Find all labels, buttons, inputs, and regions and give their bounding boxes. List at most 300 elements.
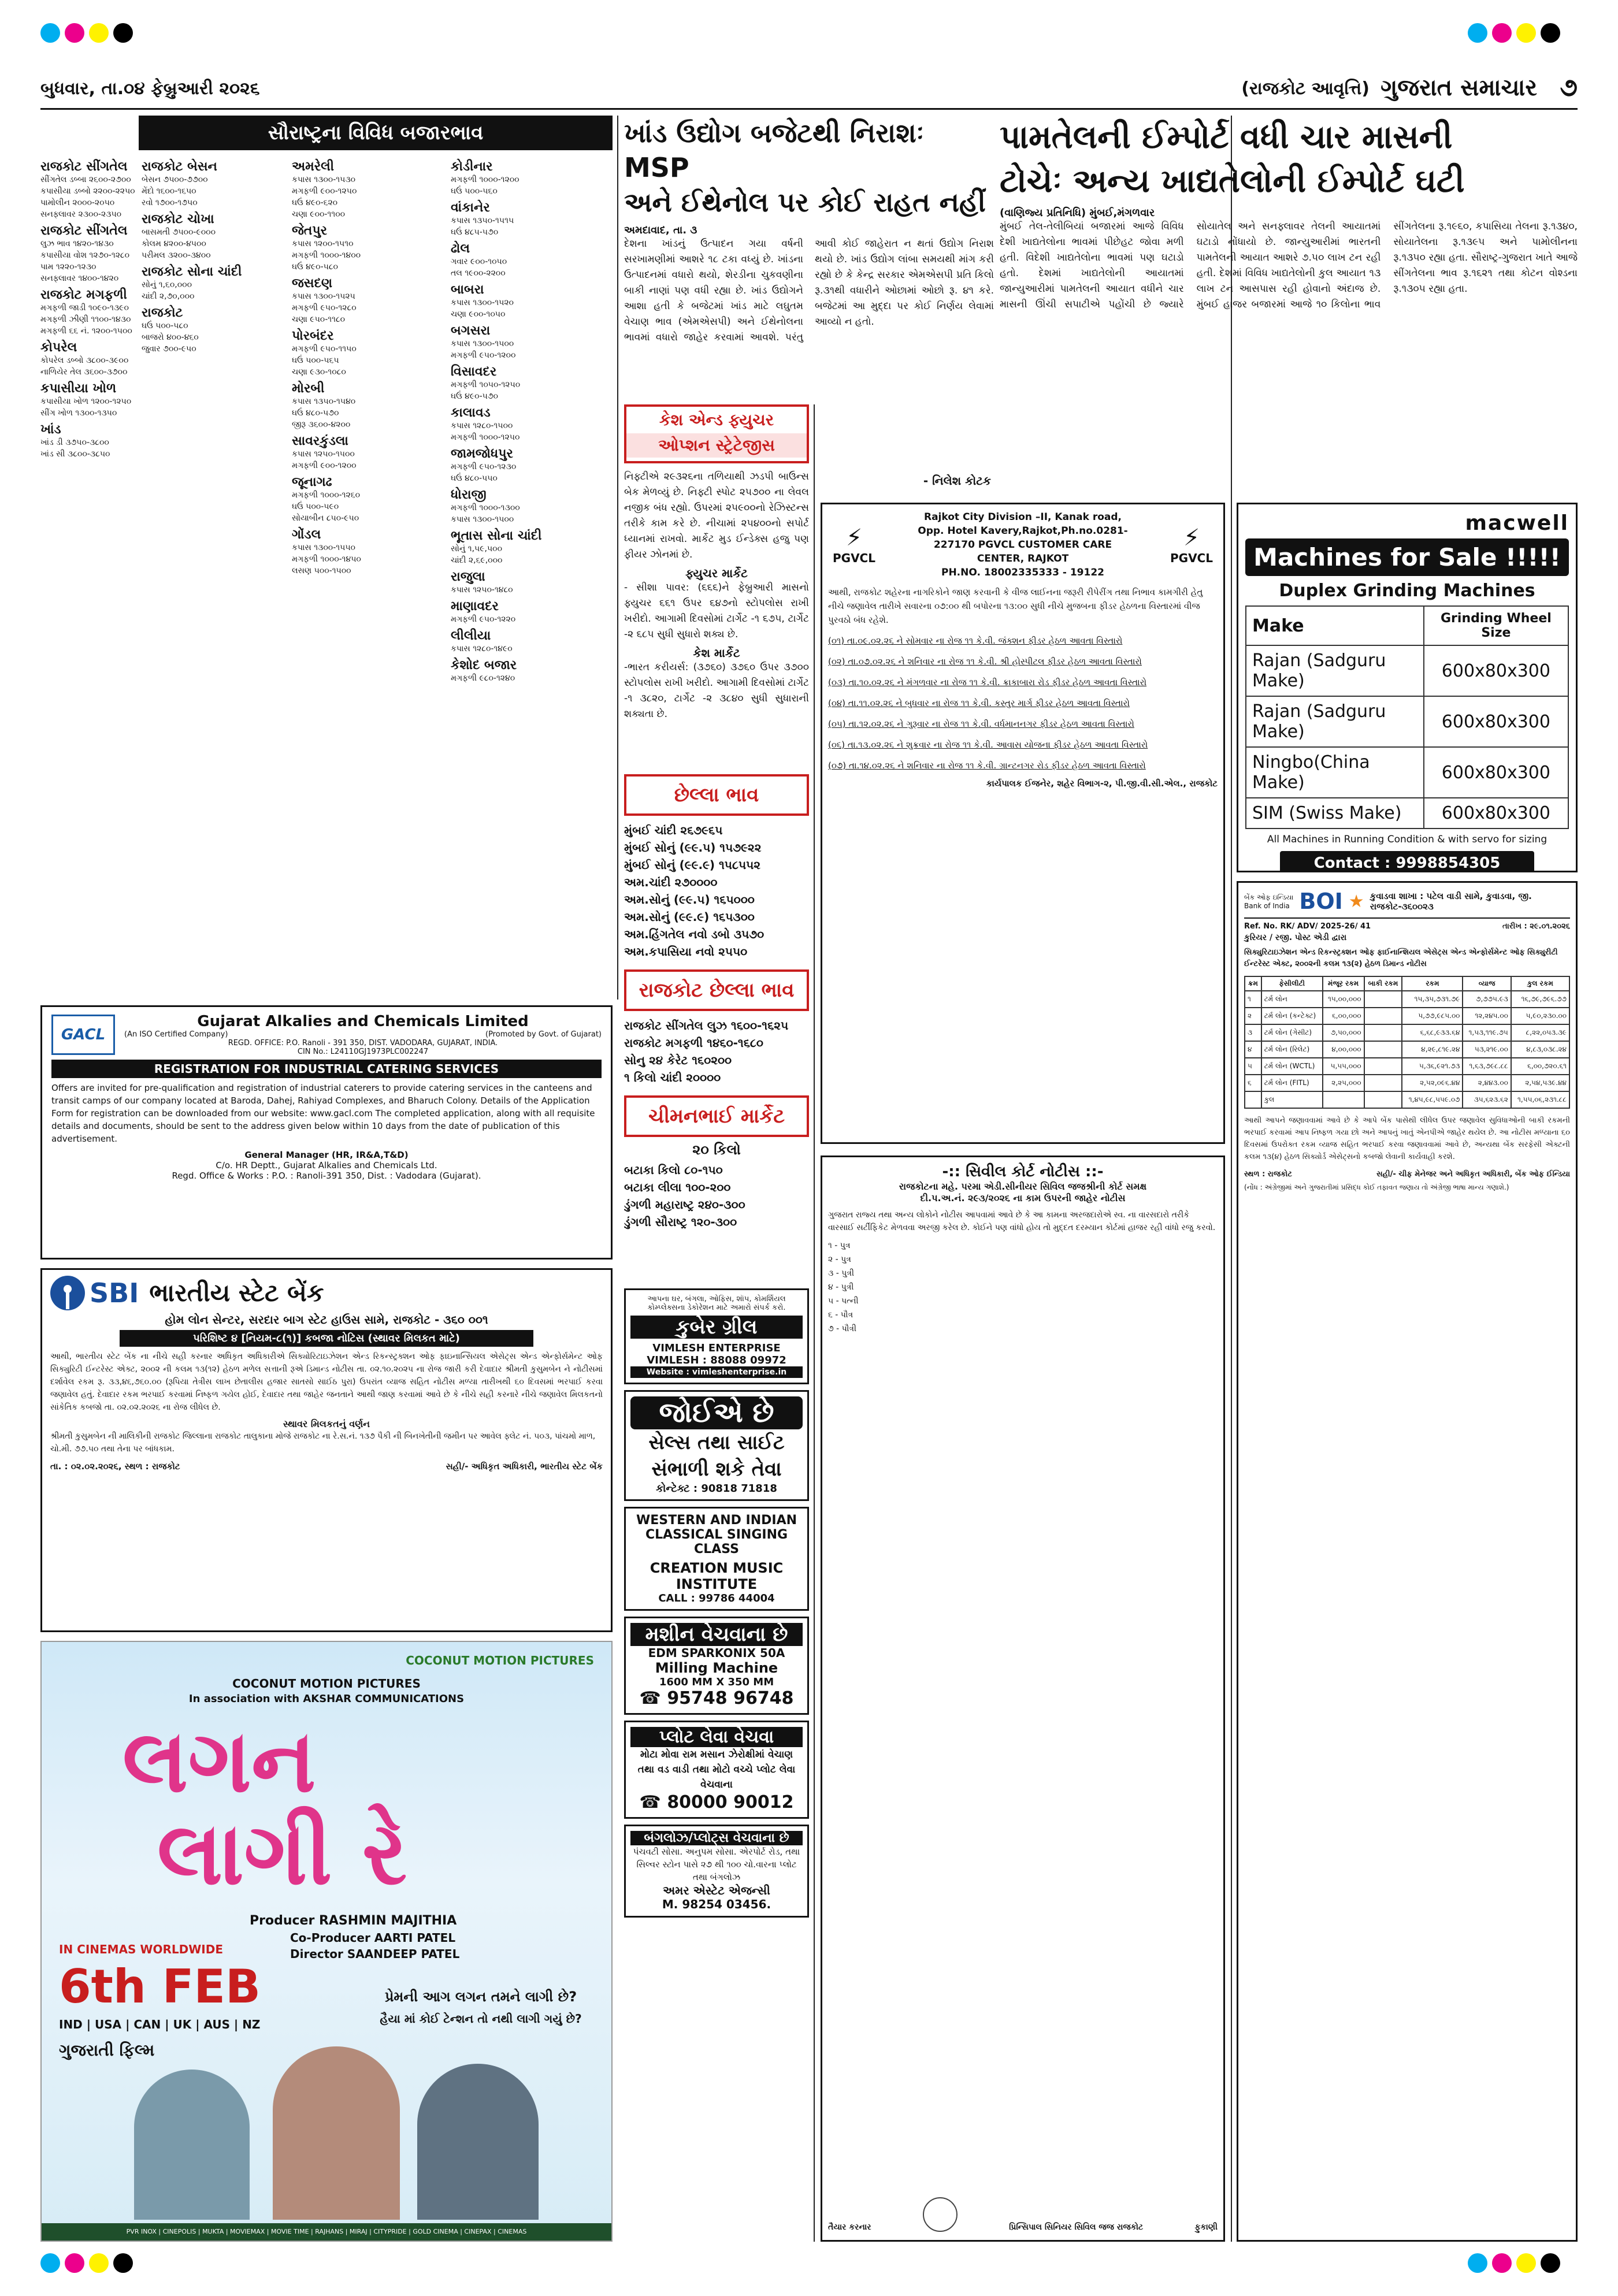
music-institute: CREATION MUSIC INSTITUTE	[650, 1560, 784, 1592]
boi-cell: ૫૩,૨૧૯.૦૦	[1463, 1041, 1511, 1058]
macwell-make: Rajan (Sadguru Make)	[1246, 696, 1424, 747]
market-price-line: મગફળી ૧૦૦૦-૧૩૦૦	[451, 503, 520, 512]
cyan-dot-icon	[40, 23, 60, 43]
market-price-line: મગફળી ઝીણી ૧૧૦૦-૧૪૩૦	[40, 315, 131, 324]
macwell-make: SIM (Swiss Make)	[1246, 798, 1424, 829]
column-divider	[617, 116, 618, 1000]
yellow-dot-icon	[89, 23, 109, 43]
market-city-name: રાજકોટ	[142, 306, 183, 320]
gacl-name: Gujarat Alkalies and Chemicals Limited	[197, 1013, 529, 1030]
film-ad	[40, 1641, 613, 2242]
sbi-name: ભારતીય સ્ટેટ બેંક	[149, 1279, 324, 1307]
music-ad	[624, 1507, 809, 1611]
boi-cell	[1364, 1024, 1402, 1041]
civil-sub: રાજકોટના મહે. પરમા એડી.સીનીયર સિવિલ જજશ્રીની કોર્ટ સમક્ષ	[899, 1181, 1147, 1192]
bungalow-title: બંગલોઝ/પ્લોટ્સ વેચવાના છે	[630, 1831, 803, 1845]
rajkot-closing-line: ૧ કિલો ચાંદી ૨૦૦૦૦	[624, 1071, 721, 1084]
boi-footer: (નોંધ : અંગ્રેજીમાં અને ગુજરાતીમાં પ્રસિદ્ધ કોઈ તફાવત જણાય તો અંગ્રેજી ભાષા માન્ય ગણાશે.)	[1244, 1183, 1509, 1191]
palm-oil-article	[1000, 116, 1578, 497]
market-price-line: સનફ્લાવર ૧૪૦૦-૧૪૨૦	[40, 274, 119, 283]
market-city-name: જેતપુર	[292, 224, 328, 238]
boi-cell: ૮,૨૨,૦૫૩.૩૯	[1511, 1024, 1569, 1041]
column-divider	[814, 404, 815, 2242]
pgvcl-item: (૦૭) તા.૧૪.૦૨.૨૬ ને શનિવાર ના રોજ ૧૧ કે.વી. ગ્રાન્ટનગર રોડ ફીડર હેઠળ આવતા વિસ્તારો	[828, 760, 1146, 771]
boi-demand-notice	[1237, 881, 1578, 2242]
boi-cell: ૪,૨૯,૮૧૯.૨૪	[1402, 1041, 1463, 1058]
market-city-name: ધોરાજી	[451, 488, 487, 502]
market-price-line: કપાસ ૧૨૫૦-૧૪૮૦	[451, 585, 513, 595]
market-price-line: સોનું ૧,૫૯,૫૦૦	[451, 544, 503, 553]
sbi-address: હોમ લોન સેન્ટર, સરદાર બાગ સ્ટેટ હાઉસ સામે, રાજકોટ - ૩૬૦ ૦૦૧	[165, 1313, 488, 1327]
market-price-line: ઘઉં ૪૯૦-૬૨૦	[292, 198, 338, 207]
chimanbhai-line: ડુંગળી સૌરાષ્ટ્ર ૧૨૦-૩૦૦	[624, 1215, 737, 1229]
boi-row	[1245, 1091, 1569, 1108]
market-price-line: મગફળી જાડી ૧૦૯૦-૧૩૯૦	[40, 303, 129, 313]
boi-cell: ૩	[1245, 1024, 1261, 1041]
macwell-size: 600x80x300	[1424, 798, 1568, 829]
machine-phone-text: 95748 96748	[667, 1688, 794, 1708]
sbi-logo: SBI	[90, 1277, 139, 1309]
macwell-col-make: Make	[1246, 606, 1424, 645]
market-price-line: મગફળી ૯૫૦-૧૨૮૦	[292, 303, 357, 313]
market-city-name: લીલીયા	[451, 629, 491, 643]
market-price-line: મગફળી ૧૦૦૦-૧૨૬૦	[292, 491, 361, 500]
yellow-dot-icon	[1516, 23, 1536, 43]
film-tagline-1: પ્રેમની આગ લગન તમને લાગી છે?	[384, 1989, 577, 2005]
gacl-contact-2: C/o. HR Deptt., Gujarat Alkalies and Chemicals Ltd.	[216, 1160, 437, 1171]
market-price-line: પામ ૧૨૨૦-૧૨૩૦	[40, 262, 97, 272]
boi-cell: ૨,૨૫,૦૦૦	[1323, 1075, 1364, 1091]
boi-cell: ૫,૯૦,૨૩૦.૦૦	[1511, 1008, 1569, 1024]
macwell-col-size: Grinding Wheel Size	[1424, 606, 1568, 645]
macwell-row	[1246, 696, 1568, 747]
macwell-row	[1246, 798, 1568, 829]
pgvcl-logo-left: ⚡ PGVCL	[828, 525, 880, 565]
boi-cell	[1364, 1075, 1402, 1091]
macwell-row	[1246, 747, 1568, 798]
market-price-line: નાળિયેર તેલ ૩૬૦૦-૩૭૦૦	[40, 367, 128, 377]
pgvcl-signature: કાર્યપાલક ઈજનેર, શહેર વિભાગ-૨, પી.જી.વી.સી.એલ., રાજકોટ	[986, 778, 1218, 789]
civil-heir: ૭ - પૌત્રી	[828, 1324, 856, 1333]
chimanbhai-sub: ૨૦ કિલો	[692, 1142, 741, 1158]
actor-photo-1	[134, 2070, 250, 2220]
boi-cell	[1245, 1091, 1261, 1108]
market-price-line: કપાસ ૧૩૫૦-૧૫૪૦	[292, 397, 356, 406]
market-price-line: કપાસ ૧૩૫૦-૧૫૧૫	[451, 216, 514, 225]
futures-title: ફ્યુચર માર્કેટ	[685, 566, 748, 580]
boi-cell	[1364, 1008, 1402, 1024]
market-prices-section	[40, 116, 613, 1000]
market-price-line: મગફળી ૧૦૦૦-૧૪૦૦	[292, 251, 361, 260]
gacl-iso: (An ISO Certified Company)	[124, 1030, 228, 1039]
boi-cell: ૫,૩૬,૯૨૧.૭૩	[1402, 1058, 1463, 1075]
cash-futures-body: નિફ્ટીએ ૨૯૩૨૬ના તળિયાથી ઝડપી બાઉન્સ બેક મેળવ્યું છે. નિફ્ટી સ્પોટ ૨૫૭૦૦ ના લેવલ નજીક બંધ રહ્યો. ઉપરમાં ૨૫૯૦૦નો રેઝિસ્ટન્સ તરીકે કામ કરે છે. નીચામાં ૨૫૪૦૦નો સપોર્ટ ધ્યાનમાં રાખવો. માર્કેટ મુડ ઈન્ડેક્સ હજુ પણ ફીયર ઝોનમાં છે.	[624, 471, 809, 560]
market-city-name: પોરબંદર	[292, 329, 334, 343]
closing-lines	[624, 822, 809, 960]
boi-cell	[1364, 1058, 1402, 1075]
civil-title: -:: સિવીલ કોર્ટ નોટીસ ::-	[942, 1163, 1104, 1180]
market-price-line: ખાંડ સી ૩૮૦૦-૩૮૫૦	[40, 449, 110, 459]
pgvcl-intro: આથી, રાજકોટ શહેરના નાગરિકોને જાણ કરવાની કે વીજ લાઈનના જરૂરી રીપેરીંગ તથા નિભાવ કામગીરી હેતુ નીચે જણાવેલ તારીખે સવારના ૦૭:૦૦ થી બપોરના ૧૩:૦૦ સુધી નીચે મુજબના ફીડર હેઠળના વિસ્તારમાં વીજ પુરવઠો બંધ રહેશે.	[828, 587, 1203, 625]
boi-cell: ૧૫,૩૫,૭૩૧.૭૯	[1402, 991, 1463, 1008]
market-column-mid	[292, 156, 445, 577]
boi-cell: કુલ	[1261, 1091, 1323, 1108]
sbi-property: શ્રીમતી કુસુમબેન ની માલિકીની રાજકોટ જિલ્લાના રાજકોટ તાલુકાના મોજે રાજકોટ ના રે.સ.નં. ૧૩૭ પૈકી ની બિનખેતીની જમીન પર આવેલ ફ્લેટ નં. ૫૦૩, પાંચમો માળ, ચો.મી. ૭૭.૫૦ તથા તેના પર બાંધકામ.	[50, 1432, 596, 1454]
pgvcl-logo-right-text: PGVCL	[1170, 551, 1213, 565]
film-producer: Producer RASHMIN MAJITHIA	[250, 1914, 457, 1928]
gacl-cin: CIN No.: L24110GJ1973PLC002247	[297, 1047, 429, 1056]
cash-market-body: -ભારત કરીયર્સ: (૩૭૬૦) ૩૭૬૦ ઉપર ૩૭૦૦ સ્ટોપલોસ રાખી ખરીદો. આગામી દિવસોમાં ટાર્ગેટ -૧ ૩૮૨૦, ટાર્ગેટ -૨ ૩૮૪૦ સુધી સુધારાની શક્યતા છે.	[624, 662, 809, 720]
market-price-line: પામોલીન ૨૦૦૦-૨૦૫૦	[40, 198, 115, 207]
civil-heir: ૫ - પત્ની	[828, 1296, 859, 1306]
boi-logo: BOI	[1299, 889, 1343, 914]
boi-cell: ૭,૫૦,૦૦૦	[1323, 1024, 1364, 1041]
cash-futures-author: - નિલેશ કોટક	[923, 474, 991, 488]
boi-row	[1245, 1024, 1569, 1041]
pgvcl-item: (૦૪) તા.૧૧.૦૨.૨૬ ને બુધવાર ના રોજ ૧૧ કે.વી. કસ્તુર માર્ગ ફીડર હેઠળ આવતા વિસ્તારો	[828, 698, 1130, 708]
black-dot-icon	[113, 23, 133, 43]
civil-body: ગુજરાત રાજ્ય તથા અન્ય લોકોને નોટીસ આપવામાં આવે છે કે આ કામના અરજદારોએ સ્વ. ના વારસદારો તરીકે વારસાઈ સર્ટીફિકેટ મેળવવા અરજી કરેલ છે. કોઈને પણ વાંધો હોય તો મુદ્દત દરમ્યાન કોર્ટમાં હાજર રહી વાંધો રજુ કરવો.	[828, 1210, 1216, 1232]
market-price-line: કપાસીયા ખોળ ૧૨૦૦-૧૨૫૦	[40, 397, 132, 406]
closing-line: મુંબઈ ચાંદી ૨૬૭૯૬૫	[624, 823, 723, 837]
black-dot-icon	[1541, 23, 1560, 43]
film-language: ગુજરાતી ફિલ્મ	[59, 2041, 155, 2060]
sugar-headline-1: ખાંડ ઉદ્યોગ બજેટથી નિરાશઃ MSP	[624, 117, 924, 183]
market-price-line: ઘઉં ૪૮૦-૫૭૦	[292, 408, 339, 418]
civil-heir: ૬ - પૌત્ર	[828, 1310, 853, 1320]
sbi-property-title: સ્થાવર મિલકતનું વર્ણન	[283, 1418, 370, 1429]
gacl-promoted: (Promoted by Govt. of Gujarat)	[485, 1030, 602, 1039]
pgvcl-header-4: CENTER, RAJKOT	[977, 553, 1069, 564]
pgvcl-logo-left-text: PGVCL	[833, 551, 875, 565]
market-price-line: કપાસ ૧૨૦૦-૧૫૧૦	[292, 239, 354, 248]
closing-line: અમ.સોનું (૯૯.૯) ૧૬૫૩૦૦	[624, 910, 755, 924]
boi-cell	[1364, 1041, 1402, 1058]
cash-futures-title-text: કેશ એન્ડ ફ્યુચર	[659, 410, 774, 429]
machine-1: EDM SPARKONIX 50A	[648, 1646, 785, 1660]
boi-bank-en: Bank of India	[1244, 901, 1290, 910]
market-price-line: ચણા ૯૦૦-૧૧૦૦	[292, 210, 346, 219]
pgvcl-item: (૦૬) તા.૧૩.૦૨.૨૬ ને શુક્રવાર ના રોજ ૧૧ કે.વી. આવાસ યોજના ફીડર હેઠળ આવતા વિસ્તારો	[828, 740, 1148, 750]
sbi-body: આથી, ભારતીય સ્ટેટ બેંક ના નીચે સહી કરનાર અધિકૃત અધિકારીએ સિક્યોરિટાઇઝેશન એન્ડ રિકન્સ્ટ્રક્શન ઓફ ફાઇનાન્સિયલ એસેટ્સ એન્ડ એન્ફોર્સમેન્ટ ઓફ સિક્યુરિટી ઈન્ટરેસ્ટ એક્ટ, ૨૦૦૨ ની કલમ ૧૩(૧૨) હેઠળ મળેલ સત્તાની રૂએ ડિમાન્ડ નોટીસ તા. ૦૨.૧૦.૨૦૨૫ ના રોજ જારી કરી દેવાદાર શ્રીમતી કુસુમબેન ને નોટીસમાં દર્શાવેલ રકમ રૂ. ૩૩,૪૬,૭૬૦.૦૦ (રૂપિયા તેત્રીસ લાખ છેતાલીસ હજાર સાતસો સાઈઠ પુરા) ઉપરાંત વ્યાજ સહિત નોટીસ મળ્યા તારીખથી ૬૦ દિવસમાં ભરપાઈ કરવા જણાવેલ હતું. દેવાદાર રકમ ભરપાઈ કરવામાં નિષ્ફળ ગયેલ હોઈ, દેવાદાર તથા જાહેર જનતાને આથી જાણ કરવામાં આવે છે કે નીચે સહી કરનારે નીચે જણાવેલ મિલકતનો સાંકેતિક કબજો તા. ૦૨.૦૨.૨૦૨૬ ના રોજ લીધેલ છે.	[50, 1352, 603, 1412]
market-city-name: ગોંડલ	[292, 527, 321, 542]
pgvcl-header-1: Rajkot City Division –II, Kanak road,	[923, 511, 1122, 523]
boi-branch: કુવાડવા શાખા : પટેલ વાડી સામે, કુવાડવા, જી. રાજકોટ-૩૬૦૦૨૩	[1370, 891, 1532, 912]
market-price-line: કપાસીયા ડબ્બો ૨૨૦૦-૨૨૫૦	[40, 187, 135, 196]
market-price-line: મગફળી ૬૬ નં. ૧૨૦૦-૧૫૦૦	[40, 326, 132, 336]
sugar-headline-2: અને ઈથેનોલ પર કોઈ રાહત નહીં	[624, 187, 986, 218]
boi-cell: ટર્મ લોન (FITL)	[1261, 1075, 1323, 1091]
market-price-line: ચણા ૯૦૦-૧૦૫૦	[451, 310, 506, 319]
kubera-brand: કુબેર ગ્રીલ	[630, 1316, 803, 1339]
market-city-name: સાવરકુંડલા	[292, 434, 348, 448]
boi-col-header: ક્રમ	[1245, 976, 1261, 991]
boi-cell: ૧૬,૭૯,૭૯૬.૭૭	[1511, 991, 1569, 1008]
boi-cell: ૬,૦૦,૦૦૦	[1323, 1008, 1364, 1024]
boi-cell: ૫,૭૭,૯૮૫.૦૦	[1402, 1008, 1463, 1024]
boi-cell: ૧,૪૫,૯૮,૫૫૯.૦૭	[1402, 1091, 1463, 1108]
macwell-ad	[1237, 503, 1578, 872]
market-price-line: મગફળી ૯૦૦-૧૨૫૦	[292, 187, 357, 196]
sugar-dateline: અમદાવાદ, તા. ૩	[624, 224, 697, 236]
market-city-name: કોપરેલ	[40, 340, 77, 355]
boi-cell: ૬,૦૦,૭૨૦.૬૧	[1511, 1058, 1569, 1075]
palm-body: મુંબઈ તેલ-તેલીબિયાં બજારમાં આજે વિવિધ દેશી ખાદ્યતેલોના ભાવમાં પીછેહટ જોવા મળી હતી. વિદેશી ખાદ્યતેલોના ભાવમાં પણ ઘટાડો હતો. દેશમાં ખાદ્યતેલોની આયાતમાં જાન્યુઆરીમાં પામતેલની આયાત વધીને ચાર માસની ઊંચી સપાટીએ પહોંચી છે જ્યારે સોયાતેલ અને સનફ્લાવર તેલની આયાતમાં ઘટાડો નોંધાયો છે. જાન્યુઆરીમાં ભારતની પામતેલની આયાત આશરે ૭.૫૦ લાખ ટન રહી હતી. દેશમાં વિવિધ ખાદ્યતેલોની કુલ આયાત ૧૩ લાખ ટન આસપાસ રહી હોવાનો અંદાજ છે. મુંબઈ હાજર બજારમાં આજે ૧૦ કિલોના ભાવ સીંગતેલના રૂ.૧૯૬૦, કપાસિયા તેલના રૂ.૧૩૪૦, સોયાતેલના રૂ.૧૩૯૫ અને પામોલીનના રૂ.૧૩૫૦ રહ્યા હતા. સૌરાષ્ટ્ર-ગુજરાત ખાતે આજે સીંગતેલના ભાવ રૂ.૧૬૨૧ તથા કોટન વોશ્ડના રૂ.૧૩૦૫ રહ્યા હતા.	[1000, 221, 1578, 310]
market-price-line: કપાસ ૧૩૦૦-૧૫૦૦	[451, 515, 514, 524]
boi-cell: ૬,૬૮,૯૩૩.૬૪	[1402, 1024, 1463, 1041]
boi-cell: ટર્મ લોન	[1261, 991, 1323, 1008]
market-price-line: ઘઉં ૫૦૦-૫૯૦	[292, 502, 339, 511]
market-column-right	[451, 156, 613, 684]
market-price-line: ખાંડ ડી ૩૭૫૦-૩૮૦૦	[40, 438, 109, 447]
market-price-line: બેસન ૭૫૦૦-૭૭૦૦	[142, 175, 208, 184]
rajkot-closing-line: રાજકોટ સીંગતેલ લુઝ ૧૬૦૦-૧૬૨૫	[624, 1019, 789, 1032]
market-city-name: રાજકોટ સીંગતેલ	[40, 224, 128, 238]
cyan-dot-icon	[40, 2253, 60, 2273]
market-city-name: કોડીનાર	[451, 159, 493, 174]
macwell-subtitle: Duplex Grinding Machines	[1279, 581, 1535, 601]
macwell-make: Ningbo(China Make)	[1246, 747, 1424, 798]
market-city-name: રાજકોટ સીંગતેલ	[40, 159, 128, 174]
boi-bank-gu: બેંક ઓફ ઇન્ડિયા	[1244, 893, 1294, 901]
boi-row	[1245, 1041, 1569, 1058]
wanted-contact: કોન્ટેક્ટ : 90818 71818	[656, 1483, 777, 1495]
magenta-dot-icon	[1492, 23, 1512, 43]
market-price-line: મગફળી ૧૦૦૦-૧૪૫૦	[292, 555, 361, 564]
gacl-contact-3: Regd. Office & Works : P.O. : Ranoli-391 350, Dist. : Vadodara (Gujarat).	[172, 1171, 481, 1181]
macwell-row	[1246, 645, 1568, 696]
market-title: સૌરાષ્ટ્રના વિવિધ બજારભાવ	[139, 116, 613, 150]
machine-2: Milling Machine	[655, 1660, 778, 1676]
civil-heir: ૩ - પુત્રી	[828, 1269, 854, 1278]
market-price-line: લુઝ ભાવ ૧૪૨૦-૧૪૩૦	[40, 239, 114, 248]
closing-line: અમ.હિંગતેલ નવો ડબો ૩૫૭૦	[624, 927, 765, 941]
civil-case: દી.પ.અ.નં. ૨૯૩/૨૦૨૬ ના કામ ઉપરની જાહેર નોટીસ	[920, 1192, 1126, 1203]
vimlesh-name: VIMLESH ENTERPRISE	[652, 1342, 781, 1354]
market-city-name: મોરબી	[292, 381, 325, 396]
boi-col-header: રકમ	[1402, 976, 1463, 991]
palm-dateline: (વાણિજ્ય પ્રતિનિધિ) મુંબઈ,મંગળવાર	[1000, 207, 1155, 219]
palm-headline-2: ટોચેઃ અન્ય ખાદ્યતેલોની ઈમ્પોર્ટ ઘટી	[1000, 162, 1465, 200]
market-price-line: સનફ્લાવર ૨૩૦૦-૨૩૫૦	[40, 210, 122, 219]
black-dot-icon	[113, 2253, 133, 2273]
closing-line: અમ.કપાસિયા નવો ૨૫૫૦	[624, 945, 748, 958]
pgvcl-header-3: 227170 PGVCL CUSTOMER CARE	[933, 539, 1112, 551]
boi-cell	[1364, 1091, 1402, 1108]
wanted-title: જોઈએ છે	[630, 1396, 803, 1429]
market-column-a	[142, 156, 286, 355]
boi-col-header: કુલ રકમ	[1511, 976, 1569, 991]
boi-cell: ૬	[1245, 1075, 1261, 1091]
market-city-name: કપાસીયા ખોળ	[40, 381, 117, 396]
boi-cell: ૨	[1245, 1008, 1261, 1024]
pgvcl-item: (૦૫) તા.૧૨.૦૨.૨૬ ને ગુરૂવાર ના રોજ ૧૧ કે.વી. વર્ધમાનનગર ફીડર હેઠળ આવતા વિસ્તારો	[828, 719, 1134, 729]
black-dot-icon	[1541, 2253, 1560, 2273]
pgvcl-item: (૦૧) તા.૦૯.૦૨.૨૬ ને સોમવાર ના રોજ ૧૧ કે.વી. જંક્શન ફીડર હેઠળ આવતા વિસ્તારો	[828, 636, 1123, 646]
gacl-contact-1: General Manager (HR, IR&A,T&D)	[244, 1150, 409, 1160]
boi-cell: ૪,૮૩,૦૩૮.૨૪	[1511, 1041, 1569, 1058]
boi-cell: ૨,૪૪૩.૦૦	[1463, 1075, 1511, 1091]
vimlesh-phone: VIMLESH : 88088 09972	[647, 1354, 786, 1366]
boi-col-header: ફેસીલીટી	[1261, 976, 1323, 991]
market-price-line: રવો ૧૭૦૦-૧૭૫૦	[142, 198, 198, 207]
market-price-line: ચાંદી ૨,૭૦,૦૦૦	[142, 292, 195, 301]
film-coproducer: Co-Producer AARTI PATEL	[290, 1931, 456, 1945]
market-price-line: કપાસ ૧૩૦૦-૧૫૨૦	[451, 298, 514, 307]
market-city-name: રાજુલા	[451, 570, 485, 584]
market-city-name: બગસરા	[451, 324, 491, 338]
market-price-line: કપાસ ૧૩૦૦-૧૫૦૦	[451, 339, 514, 348]
page-number: ૭	[1560, 73, 1578, 102]
film-release: 6th FEB	[59, 1960, 261, 2013]
civil-court-notice	[821, 1156, 1225, 2242]
market-price-line: લસણ ૫૦૦-૧૫૦૦	[292, 566, 351, 575]
macwell-size: 600x80x300	[1424, 645, 1568, 696]
market-price-line: ચણા ૯૩૦-૧૦૮૦	[292, 367, 346, 377]
market-city-name: વાંકાનેર	[451, 200, 490, 215]
wanted-body: સેલ્સ તથા સાઈટ સંભાળી શકે તેવા	[648, 1431, 785, 1481]
market-price-line: કપાસ ૧૨૮૦-૧૫૦૦	[451, 421, 513, 430]
market-price-line: ઘઉં ૫૦૦-૫૮૦	[142, 321, 188, 330]
chimanbhai-lines	[624, 1161, 809, 1231]
market-column-left	[40, 156, 136, 460]
yellow-dot-icon	[1516, 2253, 1536, 2273]
boi-star-icon: ★	[1348, 891, 1364, 912]
closing-line: મુંબઈ સોનું (૯૯.૫) ૧૫૭૯૨૨	[624, 841, 762, 855]
rajkot-closing-line: રાજકોટ મગફળી ૧૪૬૦-૧૬૮૦	[624, 1036, 763, 1050]
boi-ref: Ref. No. RK/ ADV/ 2025-26/ 41	[1244, 922, 1371, 931]
market-city-name: વિસાવદર	[451, 365, 497, 379]
film-countries: IND | USA | CAN | UK | AUS | NZ	[59, 2018, 261, 2031]
pgvcl-items	[828, 634, 1218, 772]
market-price-line: મગફળી ૯૫૦-૧૨૨૦	[451, 615, 516, 624]
music-class: WESTERN AND INDIAN CLASSICAL SINGING CLASS	[636, 1513, 797, 1556]
machine-sale-ad	[624, 1617, 809, 1715]
closing-rates-column	[624, 774, 809, 1283]
market-city-name: માણાવદર	[451, 599, 499, 614]
market-city-name: બાબરા	[451, 283, 484, 297]
cash-futures-subtitle: ઓપ્શન સ્ટ્રેટેજીસ	[626, 433, 807, 458]
market-city-name: રાજકોટ સોના ચાંદી	[142, 265, 242, 279]
market-city-name: અમરેલી	[292, 159, 335, 174]
page-date: બુધવાર, તા.૦૪ ફેબ્રુઆરી ૨૦૨૬	[40, 79, 260, 99]
music-call: CALL : 99786 44004	[658, 1592, 775, 1604]
court-seal-icon	[923, 2197, 958, 2232]
plot-phone-text: 80000 90012	[667, 1792, 794, 1812]
market-price-line: ઘઉં ૪૯૦-૫૮૦	[292, 262, 338, 272]
boi-cell: ટર્મ લોન (ગેસીટ)	[1261, 1024, 1323, 1041]
film-presents: In association with AKSHAR COMMUNICATIONS	[188, 1693, 465, 1705]
boi-cell: ૧	[1245, 991, 1261, 1008]
boi-to: કુરિયર / રજી. પોસ્ટ એડી દ્વારા	[1244, 933, 1347, 942]
palm-headline-1: પામતેલની ઈમ્પોર્ટ વધી ચાર માસની	[1000, 118, 1453, 156]
market-price-line: મગફળી ૯૫૦-૧૨૩૦	[451, 462, 517, 471]
magenta-dot-icon	[65, 2253, 84, 2273]
actor-photo-3	[417, 2064, 539, 2220]
market-price-line: પરીમલ ૩૨૦૦-૩૪૦૦	[142, 251, 211, 260]
closing-line: મુંબઈ સોનું (૯૯.૯) ૧૫૮૫૫૨	[624, 858, 760, 872]
market-price-line: સોનું ૧,૬૦,૦૦૦	[142, 280, 192, 289]
macwell-contact: Contact : 9998854305	[1280, 851, 1534, 872]
boi-place: સ્થળ : રાજકોટ	[1244, 1170, 1292, 1179]
boi-cell: ૪,૦૦,૦૦૦	[1323, 1041, 1364, 1058]
pgvcl-header-5: PH.NO. 18002335333 - 19122	[941, 567, 1104, 578]
chimanbhai-title: ચીમનભાઈ માર્કેટ	[624, 1095, 809, 1137]
closing-title: છેલ્લા ભાવ	[624, 774, 809, 816]
market-price-line: સીંગતેલ ડબ્બા ૨૬૦૦-૨૭૦૦	[40, 175, 131, 184]
rajkot-closing-lines	[624, 1017, 809, 1086]
vimlesh-web: Website : vimleshenterprise.in	[630, 1366, 803, 1378]
boi-cell	[1323, 1091, 1364, 1108]
market-city-name: રાજકોટ બેસન	[142, 159, 217, 174]
market-price-line: મગફળી ૯૮૦-૧૨૪૦	[451, 674, 515, 683]
boi-cell: ૧,૬૩,૭૯૮.૮૮	[1463, 1058, 1511, 1075]
film-director: Director SAANDEEP PATEL	[290, 1947, 460, 1961]
market-price-line: જીરૂ ૩૬૦૦-૪૨૦૦	[292, 420, 351, 429]
market-price-line: જુવાર ૭૦૦-૯૫૦	[142, 344, 196, 354]
pgvcl-header-2: Opp. Hotel Kavery,Rajkot,Ph.no.0281-	[918, 525, 1128, 537]
boi-cell: ૪	[1245, 1041, 1261, 1058]
boi-cell: ૧૨,૨૪૫.૦૦	[1463, 1008, 1511, 1024]
pgvcl-item: (૦૨) તા.૦૭.૦૨.૨૬ ને શનિવાર ના રોજ ૧૧ કે.વી. શ્રી હોસ્પીટલ ફીડર હેઠળ આવતા વિસ્તારો	[828, 656, 1142, 667]
gacl-banner: REGISTRATION FOR INDUSTRIAL CATERING SERVICES	[51, 1060, 602, 1078]
boi-cell: ટર્મ લોન (WCTL)	[1261, 1058, 1323, 1075]
macwell-title: Machines for Sale !!!!!	[1245, 538, 1569, 576]
boi-table	[1244, 976, 1570, 1109]
market-price-line: બાજરો ૪૦૦-૪૬૦	[142, 333, 199, 342]
market-city-name: કેશોદ બજાર	[451, 658, 517, 673]
closing-line: અમ.ચાંદી ૨૭૦૦૦૦	[624, 875, 718, 889]
civil-heir: ૨ - પુત્ર	[828, 1255, 851, 1264]
market-price-line: મગફળી ૯૫૦-૧૧૫૦	[292, 344, 357, 354]
sbi-possession-notice	[40, 1268, 613, 1632]
sbi-sign: સહી/- અધિકૃત અધિકારી, ભારતીય સ્ટેટ બેંક	[446, 1461, 603, 1472]
plot-phone: ☎ 80000 90012	[639, 1792, 794, 1812]
civil-sign-right: ફુકાણી	[1194, 2223, 1218, 2232]
market-price-line: ઘઉં ૪૯૦-૫૭૦	[451, 392, 498, 401]
bungalow-agency: અમર એસ્ટેટ એજન્સી	[663, 1883, 770, 1897]
market-price-line: બાસમતી ૭૫૦૦-૯૦૦૦	[142, 228, 216, 237]
chimanbhai-line: ડુંગળી મહારાષ્ટ્ર ૨૪૦-૩૦૦	[624, 1198, 745, 1212]
market-price-line: કપાસ ૧૨૫૦-૧૫૦૦	[292, 449, 355, 459]
gacl-ad	[40, 1005, 613, 1260]
macwell-make: Rajan (Sadguru Make)	[1246, 645, 1424, 696]
film-brand-logo: COCONUT MOTION PICTURES	[406, 1654, 594, 1667]
page-header	[40, 75, 1578, 110]
chimanbhai-line: બટાકા કિલો ૮૦-૧૫૦	[624, 1163, 723, 1177]
boi-row	[1245, 991, 1569, 1008]
gacl-body: Offers are invited for pre-qualification and registration of industrial caterers to provide catering services in the canteens and transit camps of our company located at Baroda, Dahej, Rahiyad Complexes, and Bharuch Colony. Details of the Application Form for registration can be downloaded from our website: www.gacl.com The completed application, along with all requisite details and documents, should be sent to the address given below within 10 days from the date of publication of this advertisement.	[51, 1083, 595, 1144]
cash-futures-author-block	[818, 404, 991, 497]
edition-label: (રાજકોટ આવૃત્તિ)	[1241, 79, 1370, 99]
boi-cell	[1364, 991, 1402, 1008]
plot-body: મોટા મોવા રામ મસાન ઝેરોક્ષીમાં વેચાણ તથા વડ વાડી તથા મોટો વચ્ચે પ્લોટ લેવા વેચવાના	[637, 1749, 796, 1790]
newspaper-logo: ગુજરાત સમાચાર	[1381, 74, 1537, 101]
macwell-logo: macwell	[1465, 511, 1569, 535]
boi-cell: ટર્મ લોન (કન્ટેક્ટ)	[1261, 1008, 1323, 1024]
market-price-line: કોલમ ૪૨૦૦-૪૫૦૦	[142, 239, 206, 248]
boi-row	[1245, 1058, 1569, 1075]
boi-cell: ટર્મ લોન (રિલેટ)	[1261, 1041, 1323, 1058]
market-price-line: ચાંદી ૨,૬૯,૦૦૦	[451, 556, 503, 565]
market-city-name: જસદણ	[292, 276, 333, 291]
civil-sign-left: તૈયાર કરનાર	[828, 2223, 871, 2232]
market-price-line: મગફળી ૧૦૫૦-૧૨૫૦	[451, 380, 521, 389]
market-city-name: જૂનાગઢ	[292, 475, 332, 489]
civil-heir: ૪ - પુત્રી	[828, 1283, 854, 1292]
boi-cell: ૨,૫૪,૫૩૯.૪૪	[1511, 1075, 1569, 1091]
futures-body: - સીશા પાવર: (૬૬૬)ને ફેબ્રુઆરી માસનો ફ્યુચર ૬૬૧ ઉપર ૬૪૭નો સ્ટોપલોસ રાખી ખરીદો. આગામી દિવસોમાં ટાર્ગેટ -૧ ૬૭૫, ટાર્ગેટ -૨ ૬૮૫ સુધી સુધારો શક્ય છે.	[624, 582, 809, 640]
